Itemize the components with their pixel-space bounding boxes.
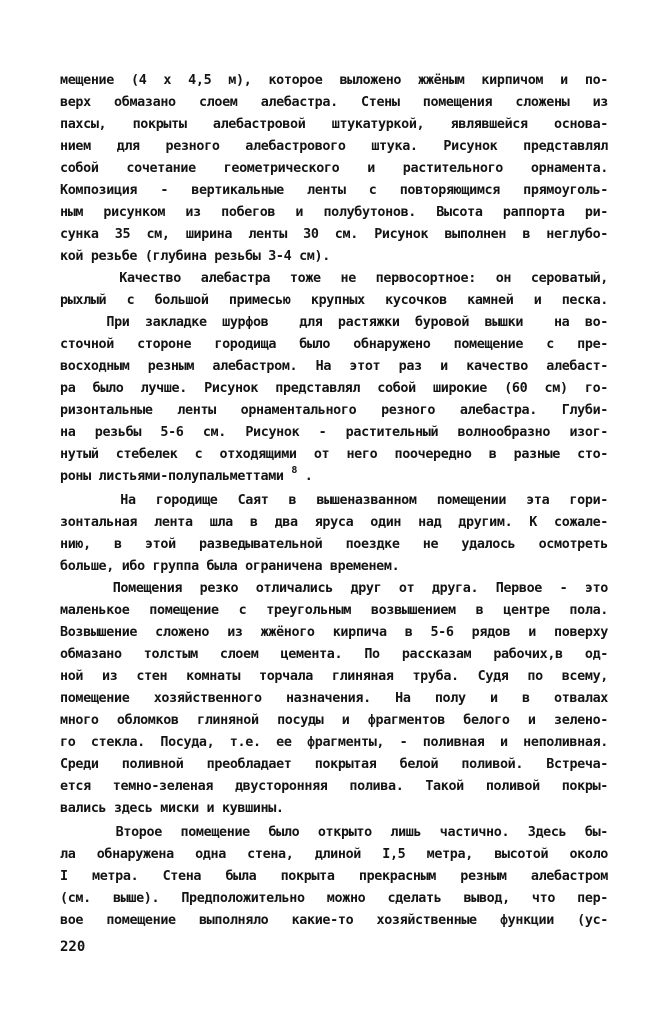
text-line-with-footnote [60, 466, 608, 488]
text-line: много обломков глиняной посуды и фрагментов белого и зелено- [60, 713, 608, 728]
text-line: верх обмазано слоем алебастра. Стены помещения сложены из [60, 95, 608, 110]
text-line: обмазано толстым слоем цемента. По рассказам рабочих,в од- [60, 647, 608, 662]
text-line: На городище Саят в вышеназванном помещении эта гори- [60, 493, 608, 508]
text-line: Композиция - вертикальные ленты с повторяющимся прямоуголь- [60, 183, 608, 198]
text-line: сунка 35 см, ширина ленты 30 см. Рисунок выполнен в неглубо- [60, 227, 608, 242]
text-line: вались здесь миски и кувшины. [60, 801, 284, 816]
text-line: нием для резного алебастрового штука. Рисунок представлял [60, 139, 608, 154]
text-line: ным рисунком из побегов и полубутонов. Высота раппорта ри- [60, 205, 608, 220]
text-line: Помещения резко отличались друг от друга. Первое - это [60, 581, 608, 596]
text-line: вое помещение выполняло какие-то хозяйственные функции (ус- [60, 913, 608, 928]
text-line: Качество алебастра тоже не первосортное: он сероватый, [60, 271, 608, 286]
footnote-trailing-punct: . [297, 469, 313, 484]
text-line: рыхлый с большой примесью крупных кусочков камней и песка. [60, 293, 608, 308]
text-line: При закладке шурфов для растяжки буровой вышки на во- [60, 315, 608, 330]
text-line: нутый стебелек с отходящими от него поочередно в разные сто- [60, 447, 608, 462]
text-line: го стекла. Посуда, т.е. ее фрагменты, - поливная и неполивная. [60, 735, 608, 750]
text-line: мещение (4 х 4,5 м), которое выложено жжёным кирпичом и по- [60, 73, 608, 88]
text-line: нию, в этой разведывательной поездке не удалось осмотреть [60, 537, 608, 552]
text-line: I метра. Стена была покрыта прекрасным резным алебастром [60, 869, 608, 884]
text-line: ризонтальные ленты орнаментального резного алебастра. Глуби- [60, 403, 608, 418]
text-line: сточной стороне городища было обнаружено помещение с пре- [60, 337, 608, 352]
text-line: восходным резным алебастром. На этот раз и качество алебаст- [60, 359, 608, 374]
text-line: (см. выше). Предположительно можно сделать вывод, что пер- [60, 891, 608, 906]
text-line: на резьбы 5-6 см. Рисунок - растительный волнообразно изог- [60, 425, 608, 440]
page-number: 220 [60, 939, 86, 955]
text-line: ла обнаружена одна стена, длиной I,5 метра, высотой около [60, 847, 608, 862]
text-line: Второе помещение было открыто лишь частично. Здесь бы- [60, 825, 608, 840]
footnote-marker: 8 [291, 465, 298, 476]
text-line: роны листьями-полупальметтами [60, 469, 284, 484]
text-line: Среди поливной преобладает покрытая белой поливой. Встреча- [60, 757, 608, 772]
text-line: больше, ибо группа была ограничена временем. [60, 559, 400, 574]
text-line: кой резьбе (глубина резьбы 3-4 см). [60, 249, 330, 264]
text-line: ра было лучше. Рисунок представлял собой широкие (60 см) го- [60, 381, 608, 396]
text-line: зонтальная лента шла в два яруса один над другим. К сожале- [60, 515, 608, 530]
text-line: помещение хозяйственного назначения. На полу и в отвалах [60, 691, 608, 706]
text-line: Возвышение сложено из жжёного кирпича в 5-6 рядов и поверху [60, 625, 608, 640]
text-line: пахсы, покрыты алебастровой штукатуркой, являвшейся основа- [60, 117, 608, 132]
text-line: маленькое помещение с треугольным возвышением в центре пола. [60, 603, 608, 618]
text-line: ной из стен комнаты торчала глиняная труба. Судя по всему, [60, 669, 608, 684]
text-line: собой сочетание геометрического и растительного орнамента. [60, 161, 608, 176]
text-line: ется темно-зеленая двусторонняя полива. Такой поливой покры- [60, 779, 608, 794]
